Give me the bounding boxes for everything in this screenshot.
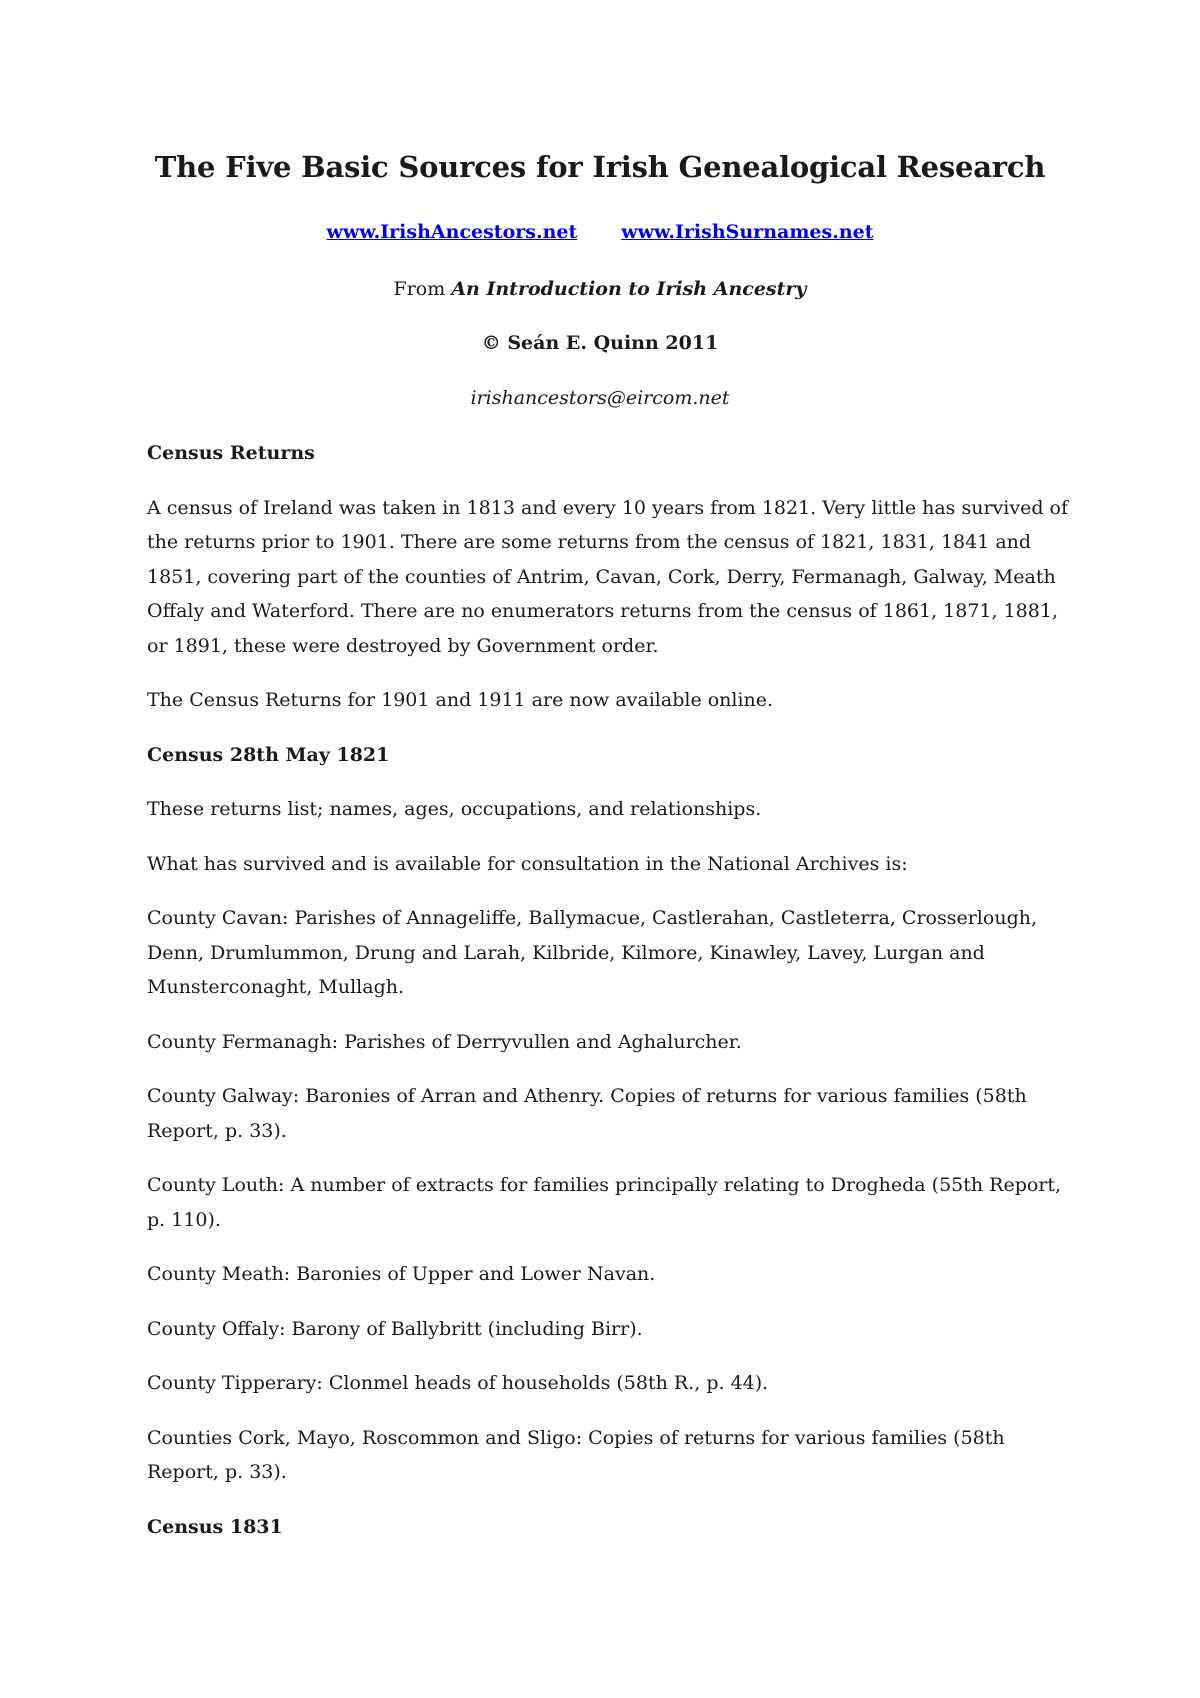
document-body [147,436,1077,1564]
irish-surnames-link[interactable]: www.IrishSurnames.net [621,221,874,243]
paragraph-county-louth: County Louth: A number of extracts for families principally relating to Drogheda (55th Report, p. 110). [147,1174,1062,1231]
paragraph-county-galway: County Galway: Baronies of Arran and Athenry. Copies of returns for various families (58th Report, p. 33). [147,1085,1027,1142]
paragraph-county-cavan: County Cavan: Parishes of Annageliffe, Ballymacue, Castlerahan, Castleterra, Crosserlough, Denn, Drumlummon, Drung and Larah, Kilbride, Kilmore, Kinawley, Lavey, Lurgan and Munsterconaght, Mullagh. [147,907,1038,998]
paragraph-county-fermanagh: County Fermanagh: Parishes of Derryvullen and Aghalurcher. [147,1030,742,1053]
paragraph-county-meath: County Meath: Baronies of Upper and Lower Navan. [147,1263,656,1285]
irish-ancestors-link[interactable]: www.IrishAncestors.net [326,221,578,243]
from-prefix: From [393,278,446,300]
from-line [0,276,1200,302]
paragraph-1821-survived: What has survived and is available for consultation in the National Archives is: [147,852,908,875]
paragraph-county-offaly: County Offaly: Barony of Ballybritt (including Birr). [147,1317,643,1340]
paragraph-1821-returns: These returns list; names, ages, occupations, and relationships. [147,798,762,820]
book-title: An Introduction to Irish Ancestry [451,278,807,300]
document-title: The Five Basic Sources for Irish Genealogical Research [154,150,1046,184]
paragraph-census-online: The Census Returns for 1901 and 1911 are now available online. [147,689,774,711]
section-heading-census-1831: Census 1831 [147,1515,283,1538]
paragraph-census-overview: A census of Ireland was taken in 1813 and every 10 years from 1821. Very little has survived of the returns prior to 1901. There are some returns from the census of 1821, 1831, 1841 and 1851, covering part of the counties of Antrim, Cavan, Cork, Derry, Fermanagh, Galway, Meath Offaly and Waterford. There are no enumerators returns from the census of 1861, 1871, 1881, or 1891, these were destroyed by Government order. [147,496,1068,657]
paragraph-counties-others: Counties Cork, Mayo, Roscommon and Sligo: Copies of returns for various families (58th Report, p. 33). [147,1426,1005,1483]
section-heading-census-1821: Census 28th May 1821 [147,743,390,766]
email-address: irishancestors@eircom.net [470,387,730,409]
copyright-line: © Seán E. Quinn 2011 [481,332,719,354]
links-row [0,219,1200,245]
paragraph-county-tipperary: County Tipperary: Clonmel heads of households (58th R., p. 44). [147,1372,769,1394]
section-heading-census-returns: Census Returns [147,442,315,464]
